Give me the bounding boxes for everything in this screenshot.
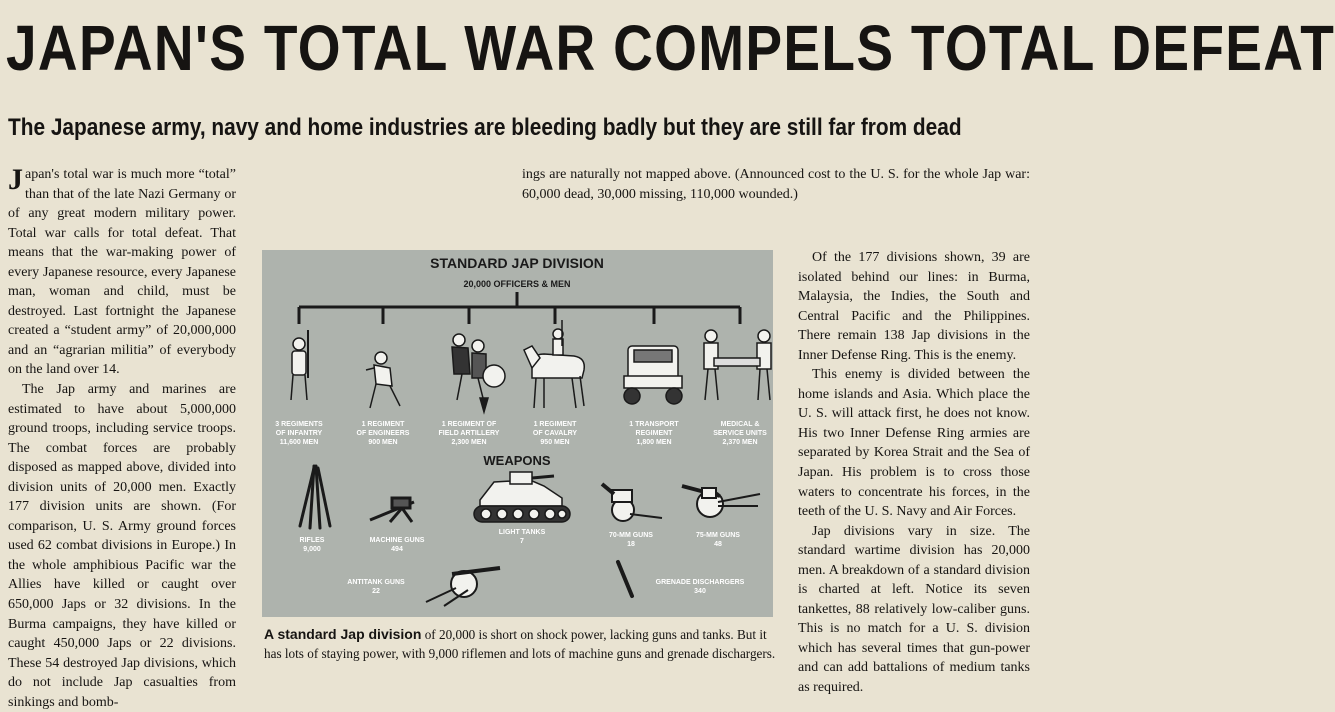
paragraph-army-estimate: The Jap army and marines are estimated to have about 5,000,000 ground troops, including service troops. The combat forces are probably disposed as mapped above, divided into division units of 20,000 men. Exactly 177 division units are shown. (For comparison, U. S. Army ground forces used 62 combat divisions in Europe.) In the whole amphibious Pacific war the Allies have killed or caught over 650,000 Japs or 32 divisions. In the Burma campaigns, they have killed or caught 450,000 Japs or 22 divisions. These 54 destroyed Jap divisions, which do not include Jap casualties from sinkings and bomb-: [8, 382, 236, 710]
subheadline: The Japanese army, navy and home industries are bleeding badly but they are still far from dead: [8, 114, 962, 141]
unit-label-line: 1 REGIMENT OF: [441, 421, 497, 428]
weapon-label-line: 9,000: [303, 546, 321, 553]
weapon-label-line: 340: [694, 588, 706, 595]
unit-label-line: SERVICE UNITS: [713, 430, 767, 437]
dropcap: J: [8, 163, 23, 196]
article-column-right-top: [522, 165, 1030, 204]
weapons-title: WEAPONS: [483, 453, 551, 468]
transport-truck-icon: [624, 346, 682, 404]
unit-label-line: 900 MEN: [368, 439, 398, 446]
paragraph-casualties: ings are naturally not mapped above. (Announced cost to the U. S. for the whole Jap war: 60,000 dead, 30,000 missing, 110,000 wounded.): [522, 167, 1030, 202]
howitzer-icon: [602, 484, 662, 521]
paragraph-isolated-divisions: Of the 177 divisions shown, 39 are isolated behind our lines: in Burma, Malaysia, the Indies, the South and Central Pacific and the Philippines. There remain 138 Jap divisions in the Inner Defense Ring. This is the enemy.: [798, 250, 1030, 363]
weapon-labels: [300, 529, 745, 595]
grenade-discharger-icon: [618, 562, 632, 596]
division-diagram-svg: [262, 250, 773, 617]
weapon-label-line: 70-MM GUNS: [609, 532, 653, 539]
artillery-soldiers-icon: [452, 334, 505, 412]
weapon-label-line: 22: [372, 588, 380, 595]
machine-gun-icon: [370, 498, 414, 522]
infantry-soldier-icon: [291, 330, 308, 400]
unit-label-line: 950 MEN: [540, 439, 570, 446]
weapon-label-line: 7: [520, 538, 524, 545]
unit-label-line: 1,800 MEN: [636, 439, 672, 446]
unit-label-line: 11,600 MEN: [279, 439, 319, 446]
antitank-gun-icon: [426, 568, 500, 606]
unit-labels: [275, 421, 767, 446]
diagram-title: STANDARD JAP DIVISION: [430, 255, 604, 271]
unit-label-line: 1 REGIMENT: [361, 421, 405, 428]
stretcher-bearers-icon: [704, 330, 771, 400]
unit-label-line: REGIMENT: [635, 430, 673, 437]
field-gun-icon: [682, 486, 760, 517]
caption-label: A standard Jap division: [264, 626, 422, 642]
caption-text: of 20,000 is short on shock power, lacking guns and tanks. But it has lots of staying power, with 9,000 riflemen and lots of machine guns and grenade dischargers.: [264, 627, 776, 661]
unit-label-line: FIELD ARTILLERY: [438, 430, 500, 437]
weapon-label-line: 494: [391, 546, 403, 553]
unit-label-line: OF INFANTRY: [275, 430, 323, 437]
engineer-soldier-icon: [366, 352, 400, 408]
unit-label-line: OF CAVALRY: [532, 430, 578, 437]
article-column-left: [8, 165, 236, 712]
weapon-label-line: LIGHT TANKS: [498, 529, 546, 536]
paragraph-division-sizes: Jap divisions vary in size. The standard wartime division has 20,000 men. A breakdown of a standard division is charted at left. Notice its seven tankettes, 88 relatively low-caliber guns. This is no match for a U. S. division which has several times that gun-power and can add battalions of medium tanks as required.: [798, 523, 1030, 696]
unit-label-line: 2,300 MEN: [451, 439, 487, 446]
paragraph-enemy-divided: This enemy is divided between the home islands and Asia. Which place the U. S. will attack first, he does not know. His two Inner Defense Ring armies are separated by Korea Strait and the Sea of Japan. His problem is to cross those waters to concentrate his forces, in the teeth of the U. S. Navy and Air Forces.: [798, 367, 1030, 520]
rifles-icon: [300, 466, 330, 528]
unit-label-line: OF ENGINEERS: [356, 430, 410, 437]
article-column-right: [798, 248, 1030, 698]
headline: JAPAN'S TOTAL WAR COMPELS TOTAL DEFEAT: [6, 12, 1335, 84]
unit-label-line: 3 REGIMENTS: [275, 421, 323, 428]
weapon-label-line: ANTITANK GUNS: [347, 579, 405, 586]
weapon-label-line: RIFLES: [299, 537, 325, 544]
cavalry-horse-icon: [524, 320, 584, 408]
weapon-label-line: 48: [714, 541, 722, 548]
figure-caption: [264, 625, 779, 663]
unit-label-line: MEDICAL &: [720, 421, 760, 428]
paragraph-intro: [8, 165, 236, 380]
diagram-subtitle: 20,000 OFFICERS & MEN: [463, 279, 571, 289]
weapon-label-line: MACHINE GUNS: [369, 537, 425, 544]
unit-label-line: 1 REGIMENT: [533, 421, 577, 428]
weapon-label-line: GRENADE DISCHARGERS: [655, 579, 745, 586]
paragraph-intro-text: apan's total war is much more “total” than that of the late Nazi Germany or of any great modern military power. Total war calls for total defeat. That means that the war-making power of every Japanese resource, every Japanese man, woman and child, must be destroyed. Last fortnight the Japanese created a “student army” of 20,000,000 and an “agrarian militia” of everybody on the land over 14.: [8, 167, 236, 378]
weapon-label-line: 75-MM GUNS: [696, 532, 740, 539]
unit-label-line: 1 TRANSPORT: [629, 421, 679, 428]
weapon-label-line: 18: [627, 541, 635, 548]
light-tank-icon: [474, 472, 570, 522]
unit-label-line: 2,370 MEN: [722, 439, 758, 446]
division-diagram: [262, 250, 773, 617]
org-chart-lines: [299, 292, 740, 324]
